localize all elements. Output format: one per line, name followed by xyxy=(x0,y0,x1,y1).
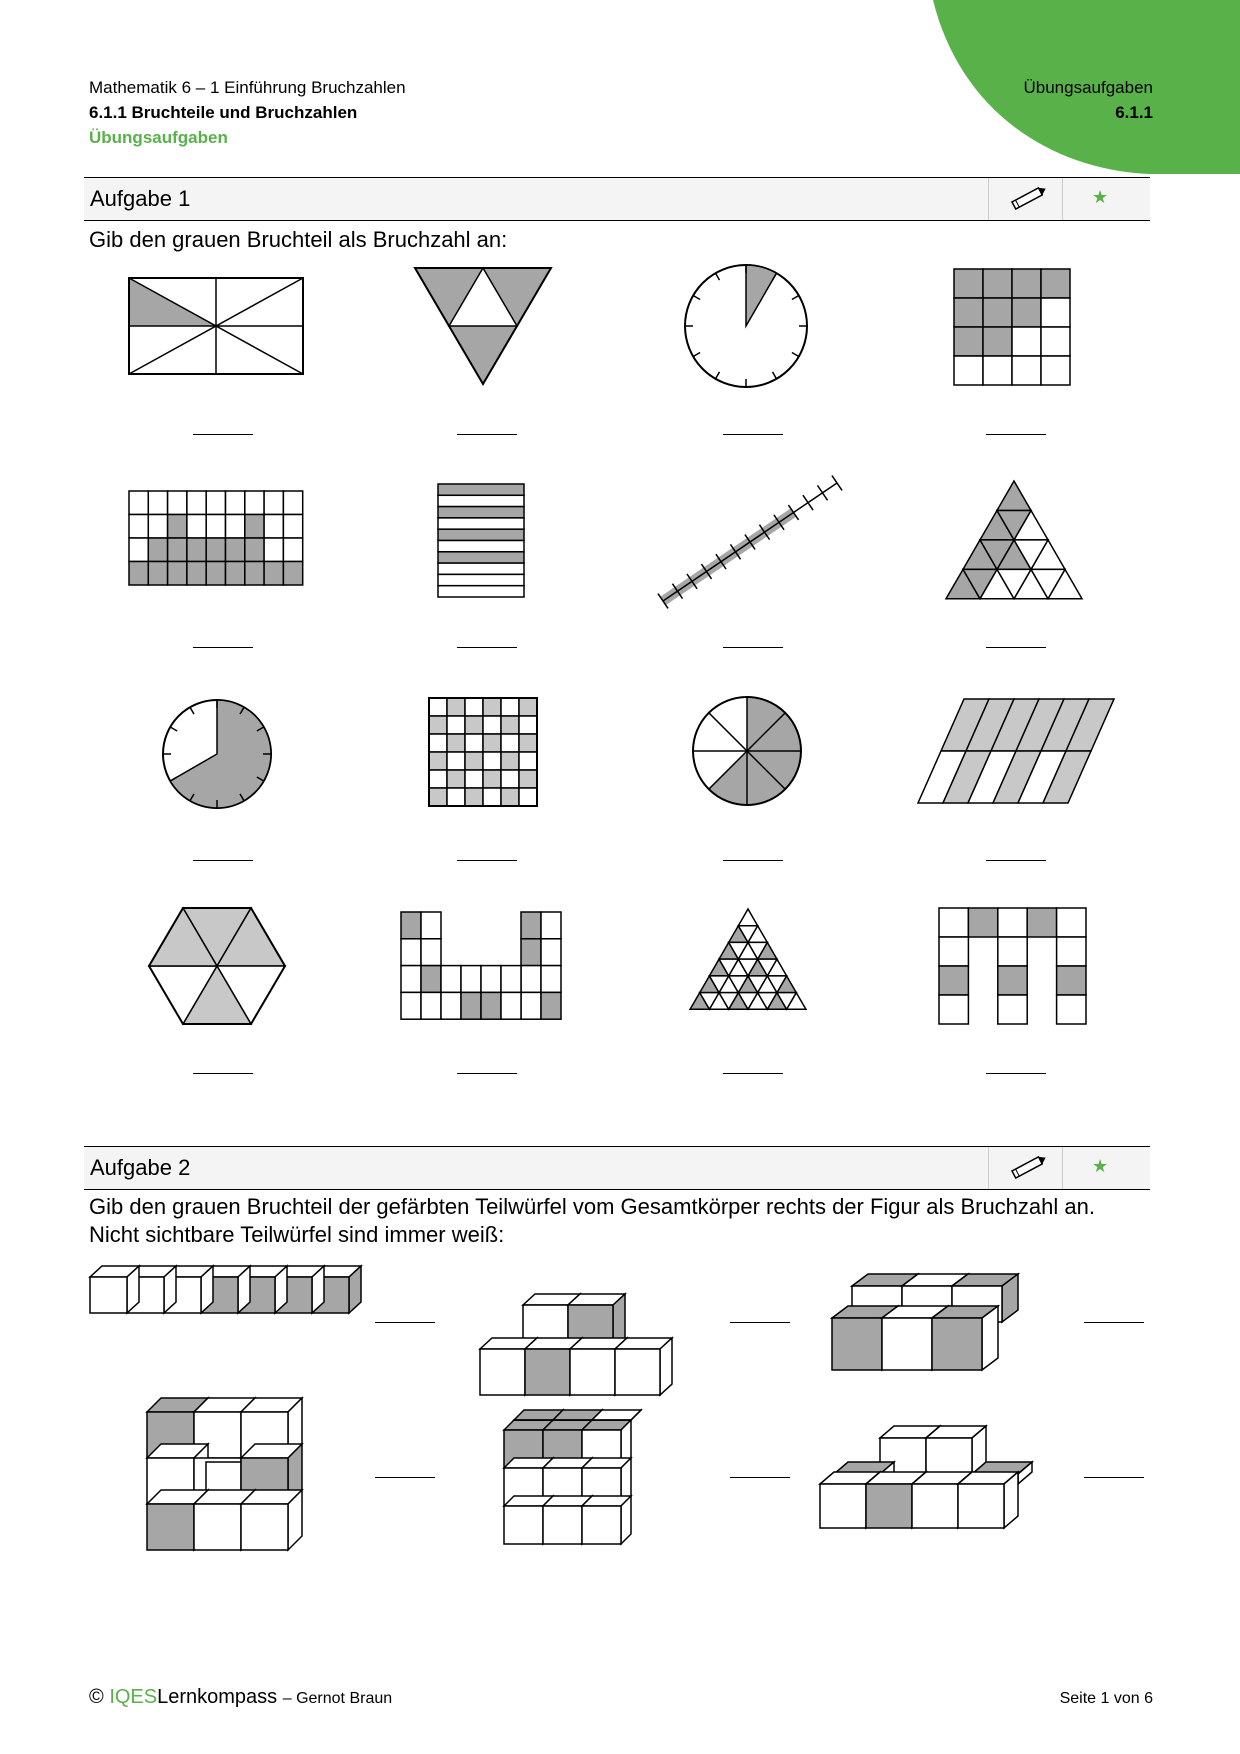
task1-title: Aufgabe 1 xyxy=(90,186,191,211)
answer-blank[interactable] xyxy=(730,1322,790,1323)
task1-header xyxy=(84,177,1150,221)
figure-clock-sector xyxy=(682,262,810,390)
figure-checkerboard xyxy=(428,697,538,807)
figure-cube-block xyxy=(502,1396,652,1556)
figure-circle-eighths xyxy=(691,695,803,807)
figure-cube-pyramid xyxy=(818,1410,1054,1556)
answer-blank[interactable] xyxy=(723,434,783,435)
figure-hexagon xyxy=(148,907,286,1025)
figure-clock-two-thirds xyxy=(161,698,273,810)
chapter-line: 6.1.1 Bruchteile und Bruchzahlen xyxy=(89,103,358,122)
footer-author: – Gernot Braun xyxy=(282,1690,393,1707)
pencil-icon xyxy=(1008,182,1048,214)
task2-header xyxy=(84,1146,1150,1190)
answer-blank[interactable] xyxy=(457,1073,517,1074)
answer-blank[interactable] xyxy=(193,1073,253,1074)
answer-blank[interactable] xyxy=(723,1073,783,1074)
footer-brand xyxy=(89,1686,392,1709)
section-label: Übungsaufgaben xyxy=(89,128,228,147)
figure-triangle-grid xyxy=(944,480,1084,600)
answer-blank[interactable] xyxy=(375,1477,435,1478)
figure-u-shape xyxy=(400,911,564,1021)
star-icon: ★ xyxy=(1092,187,1109,207)
figure-cube-row xyxy=(88,1265,368,1340)
brand-iqes: IQES xyxy=(109,1686,158,1708)
figure-triangle-quarters xyxy=(414,267,552,385)
figure-grid-9x4 xyxy=(128,490,304,586)
answer-blank[interactable] xyxy=(986,647,1046,648)
header-right-number: 6.1.1 xyxy=(1115,103,1153,122)
copyright-symbol: © xyxy=(89,1686,104,1708)
figure-rectangle-eighths xyxy=(128,277,304,375)
brand-lernkompass: Lernkompass xyxy=(157,1686,278,1708)
answer-blank[interactable] xyxy=(986,434,1046,435)
answer-blank[interactable] xyxy=(457,647,517,648)
answer-blank[interactable] xyxy=(723,860,783,861)
star-icon: ★ xyxy=(1092,1156,1109,1176)
header-right-label: Übungsaufgaben xyxy=(1023,78,1153,97)
figure-number-line xyxy=(655,473,845,608)
answer-blank[interactable] xyxy=(986,860,1046,861)
answer-blank[interactable] xyxy=(193,647,253,648)
pencil-icon xyxy=(1008,1151,1048,1183)
figure-m-shape xyxy=(938,907,1088,1025)
page-number: Seite 1 von 6 xyxy=(1059,1690,1153,1707)
figure-cube-wall xyxy=(145,1396,307,1556)
answer-blank[interactable] xyxy=(193,434,253,435)
figure-cube-slab xyxy=(830,1268,1042,1378)
figure-cube-step xyxy=(478,1265,688,1380)
task2-title: Aufgabe 2 xyxy=(90,1155,191,1180)
figure-triangle-grid-large xyxy=(680,908,816,1026)
answer-blank[interactable] xyxy=(1084,1322,1144,1323)
task1-instruction: Gib den grauen Bruchteil als Bruchzahl an: xyxy=(89,227,508,252)
answer-blank[interactable] xyxy=(193,860,253,861)
answer-blank[interactable] xyxy=(723,647,783,648)
answer-blank[interactable] xyxy=(1084,1477,1144,1478)
answer-blank[interactable] xyxy=(730,1477,790,1478)
figure-stripes xyxy=(437,483,525,598)
answer-blank[interactable] xyxy=(986,1073,1046,1074)
subject-line: Mathematik 6 – 1 Einführung Bruchzahlen xyxy=(89,78,406,97)
task2-instruction-line2: Nicht sichtbare Teilwürfel sind immer weiß: xyxy=(89,1222,505,1247)
figure-grid-4x4 xyxy=(953,268,1073,388)
figure-parallelogram xyxy=(917,698,1113,804)
answer-blank[interactable] xyxy=(457,860,517,861)
answer-blank[interactable] xyxy=(375,1322,435,1323)
task2-instruction-line1: Gib den grauen Bruchteil der gefärbten Teilwürfel vom Gesamtkörper rechts der Figur als Bruchzahl an. xyxy=(89,1194,1095,1219)
answer-blank[interactable] xyxy=(457,434,517,435)
